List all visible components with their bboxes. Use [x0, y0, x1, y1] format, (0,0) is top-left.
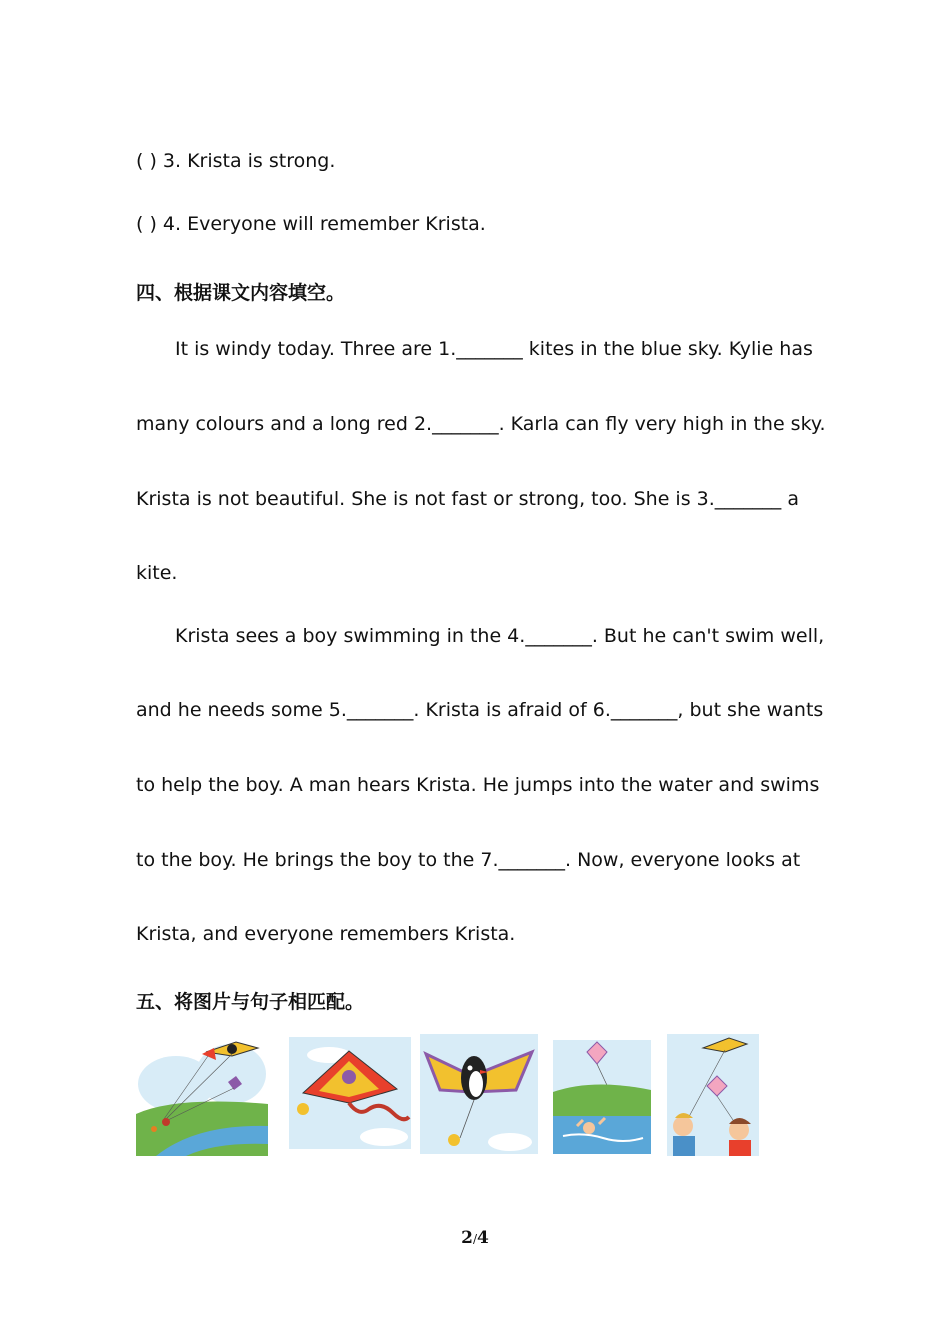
passage-line-8: to the boy. He brings the boy to the 7._______. Now, everyone looks at	[136, 849, 801, 871]
question-3: ( ) 3. Krista is strong.	[136, 150, 336, 172]
passage-line-2: many colours and a long red 2._______. Karla can fly very high in the sky.	[136, 413, 826, 435]
children-watching-kites-picture	[667, 1034, 759, 1156]
passage-line-1: It is windy today. Three are 1._______ kites in the blue sky. Kylie has	[175, 338, 813, 360]
page-current: 2	[461, 1228, 473, 1248]
page-number	[0, 1228, 950, 1248]
question-4: ( ) 4. Everyone will remember Krista.	[136, 213, 486, 235]
kites-over-river-picture	[136, 1034, 268, 1156]
page-total: 4	[477, 1228, 489, 1248]
red-kite-with-tail-picture	[289, 1037, 411, 1149]
passage-line-3: Krista is not beautiful. She is not fast or strong, too. She is 3._______ a	[136, 488, 799, 510]
section-4-heading: 四、根据课文内容填空。	[136, 282, 346, 304]
page-separator: /	[472, 1232, 478, 1246]
passage-line-5: Krista sees a boy swimming in the 4._______. But he can't swim well,	[175, 625, 825, 647]
passage-line-9: Krista, and everyone remembers Krista.	[136, 923, 516, 945]
boy-in-water-picture	[553, 1040, 651, 1154]
penguin-kite-picture	[420, 1034, 538, 1154]
passage-line-7: to help the boy. A man hears Krista. He jumps into the water and swims	[136, 774, 820, 796]
section-5-heading: 五、将图片与句子相匹配。	[136, 991, 365, 1013]
passage-line-4: kite.	[136, 562, 178, 584]
passage-line-6: and he needs some 5._______. Krista is afraid of 6._______, but she wants	[136, 699, 824, 721]
